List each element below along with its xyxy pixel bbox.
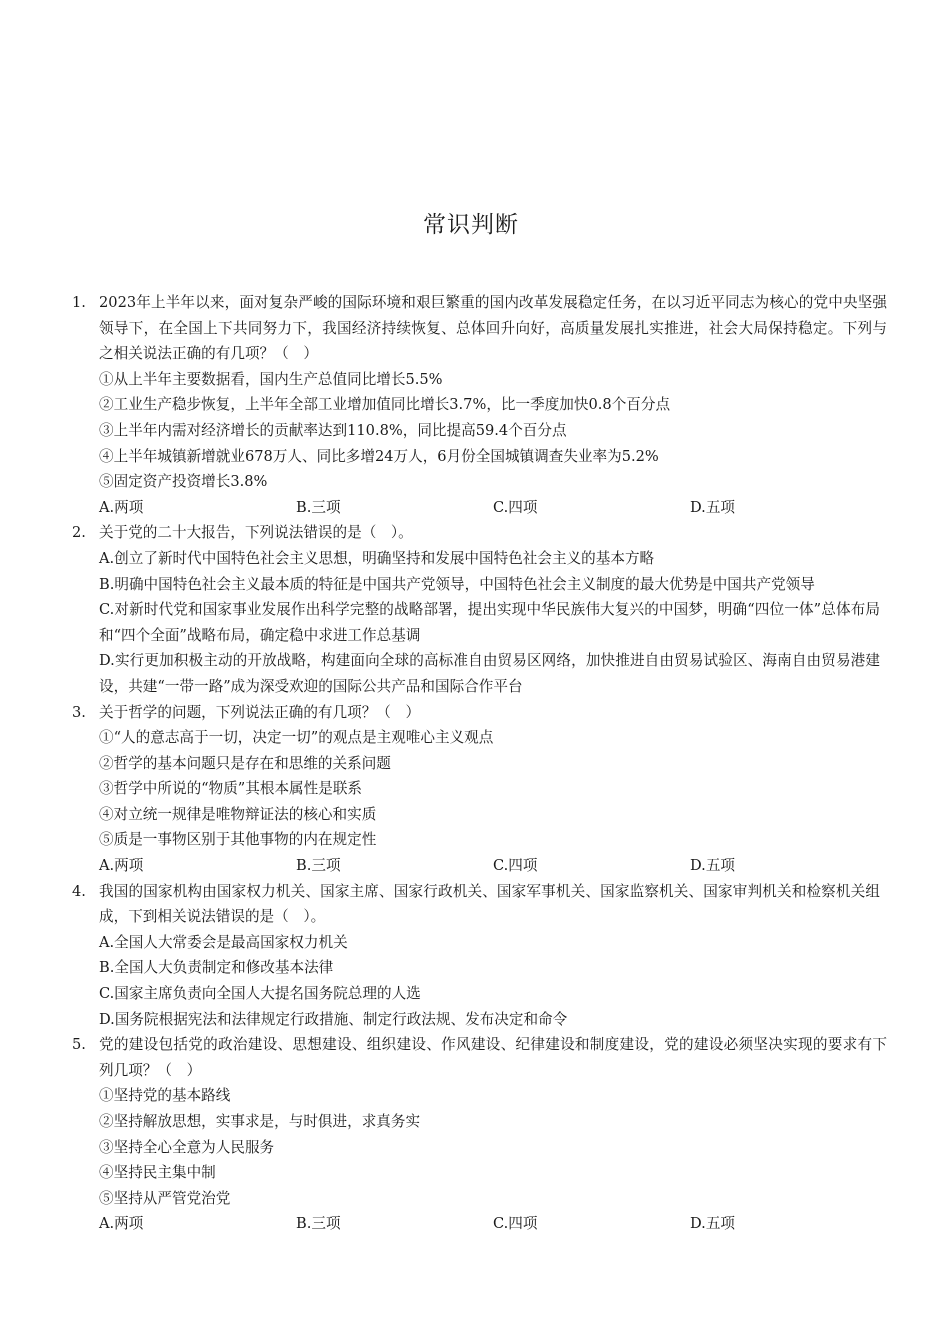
option-b: B.三项 [296, 857, 341, 875]
question-5 [72, 1032, 887, 1237]
answer-options [99, 853, 887, 879]
question-stem: 党的建设包括党的政治建设、思想建设、组织建设、作风建设、纪律建设和制度建设，党的建设必须坚决实现的要求有下列几项？（ ） [99, 1036, 887, 1079]
question-number: 5. [72, 1036, 86, 1054]
question-number: 4. [72, 882, 86, 900]
question-3 [72, 700, 880, 879]
question-number: 2. [72, 524, 86, 542]
option-b: B.三项 [296, 1215, 341, 1233]
question-body [99, 520, 880, 699]
statement-item: ③坚持全心全意为人民服务 [99, 1138, 275, 1156]
question-body [99, 1032, 887, 1237]
option-c: C.四项 [493, 498, 538, 516]
statement-item: ④对立统一规律是唯物辩证法的核心和实质 [99, 805, 377, 823]
question-body [99, 879, 880, 1033]
option-c: C.四项 [493, 1215, 538, 1233]
statement-item: ②哲学的基本问题只是存在和思维的关系问题 [99, 754, 391, 772]
option-c: C.四项 [493, 857, 538, 875]
option-d: D.国务院根据宪法和法律规定行政措施、制定行政法规、发布决定和命令 [99, 1010, 568, 1028]
option-d: D.五项 [690, 498, 736, 516]
option-d: D.实行更加积极主动的开放战略，构建面向全球的高标准自由贸易区网络，加快推进自由贸易试验区、海南自由贸易港建设，共建“一带一路”成为深受欢迎的国际公共产品和国际合作平台 [99, 652, 880, 695]
statement-item: ①坚持党的基本路线 [99, 1087, 231, 1105]
option-d: D.五项 [690, 1215, 736, 1233]
answer-options [99, 495, 887, 521]
option-a: A.创立了新时代中国特色社会主义思想，明确坚持和发展中国特色社会主义的基本方略 [99, 549, 655, 567]
option-c: C.对新时代党和国家事业发展作出科学完整的战略部署，提出实现中华民族伟大复兴的中国梦，明确“四位一体”总体布局和“四个全面”战略布局，确定稳中求进工作总基调 [99, 601, 880, 644]
statement-item: ③上半年内需对经济增长的贡献率达到110.8%，同比提高59.4个百分点 [99, 421, 567, 439]
option-d: D.五项 [690, 857, 736, 875]
option-b: B.明确中国特色社会主义最本质的特征是中国共产党领导，中国特色社会主义制度的最大优势是中国共产党领导 [99, 575, 815, 593]
question-2 [72, 520, 880, 699]
option-a: A.全国人大常委会是最高国家权力机关 [99, 933, 348, 951]
statement-item: ③哲学中所说的“物质”其根本属性是联系 [99, 780, 363, 798]
option-c: C.国家主席负责向全国人大提名国务院总理的人选 [99, 985, 421, 1003]
page-title: 常识判断 [423, 212, 519, 238]
statement-item: ①“人的意志高于一切，决定一切”的观点是主观唯心主义观点 [99, 729, 494, 747]
question-stem: 我国的国家机构由国家权力机关、国家主席、国家行政机关、国家军事机关、国家监察机关、国家审判机关和检察机关组成，下到相关说法错误的是（ ）。 [99, 882, 880, 926]
option-a: A.两项 [99, 1215, 144, 1233]
statement-item: ④上半年城镇新增就业678万人、同比多增24万人，6月份全国城镇调查失业率为5.2% [99, 447, 659, 465]
option-a: A.两项 [99, 857, 144, 875]
statement-item: ⑤坚持从严管党治党 [99, 1189, 231, 1207]
question-number: 1. [72, 294, 86, 311]
question-list [72, 290, 887, 1237]
option-b: B.全国人大负责制定和修改基本法律 [99, 959, 334, 977]
question-stem: 2023年上半年以来，面对复杂严峻的国际环境和艰巨繁重的国内改革发展稳定任务，在以习近平同志为核心的党中央坚强领导下，在全国上下共同努力下，我国经济持续恢复、总体回升向好，高质量发展扎实推进，社会大局保持稳定。下列与之相关说法正确的有几项？（ ） [99, 294, 887, 363]
question-4 [72, 879, 880, 1033]
option-b: B.三项 [296, 498, 341, 516]
statement-item: ②坚持解放思想，实事求是，与时俱进，求真务实 [99, 1113, 421, 1130]
statement-item: ①从上半年主要数据看，国内生产总值同比增长5.5% [99, 370, 443, 388]
statement-item: ②工业生产稳步恢复，上半年全部工业增加值同比增长3.7%，比一季度加快0.8个百分点 [99, 396, 671, 414]
question-stem: 关于哲学的问题，下列说法正确的有几项？（ ） [99, 703, 421, 721]
statement-item: ⑤质是一事物区别于其他事物的内在规定性 [99, 831, 377, 849]
option-a: A.两项 [99, 498, 144, 516]
question-stem: 关于党的二十大报告，下列说法错误的是（ ）。 [99, 524, 413, 542]
question-body [99, 290, 887, 520]
statement-item: ⑤固定资产投资增长3.8% [99, 473, 268, 491]
question-number: 3. [72, 703, 86, 721]
question-body [99, 700, 887, 879]
statement-item: ④坚持民主集中制 [99, 1164, 216, 1182]
question-1 [72, 290, 887, 520]
answer-options [99, 1211, 887, 1237]
